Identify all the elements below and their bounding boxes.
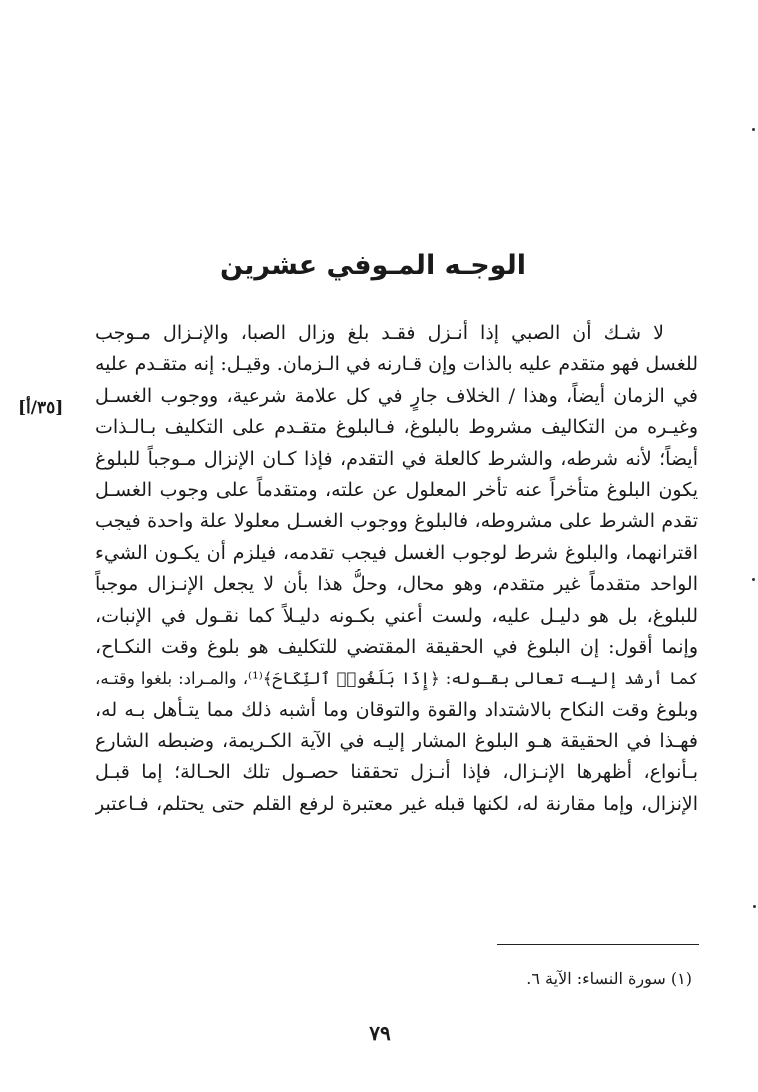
text-line: الإنزال، وإما مقارنة له، لكنها قبله غير معتبرة لرفع القلم حتى يحتلم، فـاعتبر bbox=[95, 792, 698, 815]
text-line: وبلوغ وقت النكاح بالاشتداد والقوة والتوقان وما أشبه ذلك مما يتـأهل بـه له، bbox=[95, 698, 698, 721]
text-line: كما أرشد إليـه تعالى بقـوله: ﴿إِذَا بَلَغُوا۟ ٱلنِّكَاحَ﴾⁽¹⁾، والمـراد: بلغوا وقتـه، bbox=[95, 669, 698, 689]
text-line: يكون البلوغ متأخراً عنه تأخر المعلول عن علته، ومتقدماً على وجوب الغسـل bbox=[95, 478, 698, 501]
text-line: في الزمان أيضاً، وهذا / الخلاف جارٍ في كل علامة شرعية، ووجوب الغسـل bbox=[95, 384, 698, 407]
text-line: للبلوغ، بل هو دليـل عليه، ولست أعني بكـونه دليـلاً كما نقـول في الإنبات، bbox=[95, 604, 698, 627]
scan-speck bbox=[753, 905, 756, 908]
text-line: وغيـره من التكاليف مشروط بالبلوغ، فـالبلوغ متقـدم على التكليف بـالـذات bbox=[95, 416, 698, 439]
footnote: (١) سورة النساء: الآية ٦. bbox=[526, 969, 692, 988]
footnote-separator bbox=[497, 944, 699, 945]
main-text bbox=[95, 318, 698, 820]
text-line: اقترانهما، والبلوغ شرط لوجوب الغسل فيجب تقدمه، فيلزم أن يكـون الشيء bbox=[95, 541, 698, 564]
page-number: ٧٩ bbox=[369, 1021, 391, 1045]
text-line: للغسل فهو متقدم عليه بالذات وإن قـارنه في الـزمان. وقيـل: إنه متقـدم عليه bbox=[95, 353, 698, 376]
manuscript-folio-marker: [٣٥/أ] bbox=[18, 398, 64, 418]
section-heading: الوجـه المـوفي عشرين bbox=[220, 250, 526, 281]
text-line: وإنما أقول: إن البلوغ في الحقيقة المقتضي للتكليف هو بلوغ وقت النكـاح، bbox=[95, 635, 698, 658]
text-line: الواحد متقدماً غير متقدم، وهو محال، وحلُّ هذا بأن لا يجعل الإنـزال موجباً bbox=[95, 573, 698, 596]
text-line: لا شـك أن الصبي إذا أنـزل فقـد بلغ وزال الصبا، والإنـزال مـوجب bbox=[95, 322, 664, 344]
text-line: فهـذا في الحقيقة هـو البلوغ المشار إليـه في الآية الكـريمة، وضبطه الشارع bbox=[95, 730, 698, 753]
text-line: تقدم الشرط على مشروطه، فالبلوغ ووجوب الغسـل معلولا علة واحدة فيجب bbox=[95, 510, 698, 533]
text-line: أيضاً؛ لأنه شرطه، والشرط كالعلة في التقدم، فإذا كـان الإنزال مـوجباً للبلوغ bbox=[95, 447, 698, 470]
text-line: بـأنواع، أظهرها الإنـزال، فإذا أنـزل تحققنا حصـول تلك الحـالة؛ إما قبـل bbox=[95, 761, 698, 784]
scan-speck bbox=[752, 128, 755, 131]
scan-speck bbox=[752, 578, 755, 581]
